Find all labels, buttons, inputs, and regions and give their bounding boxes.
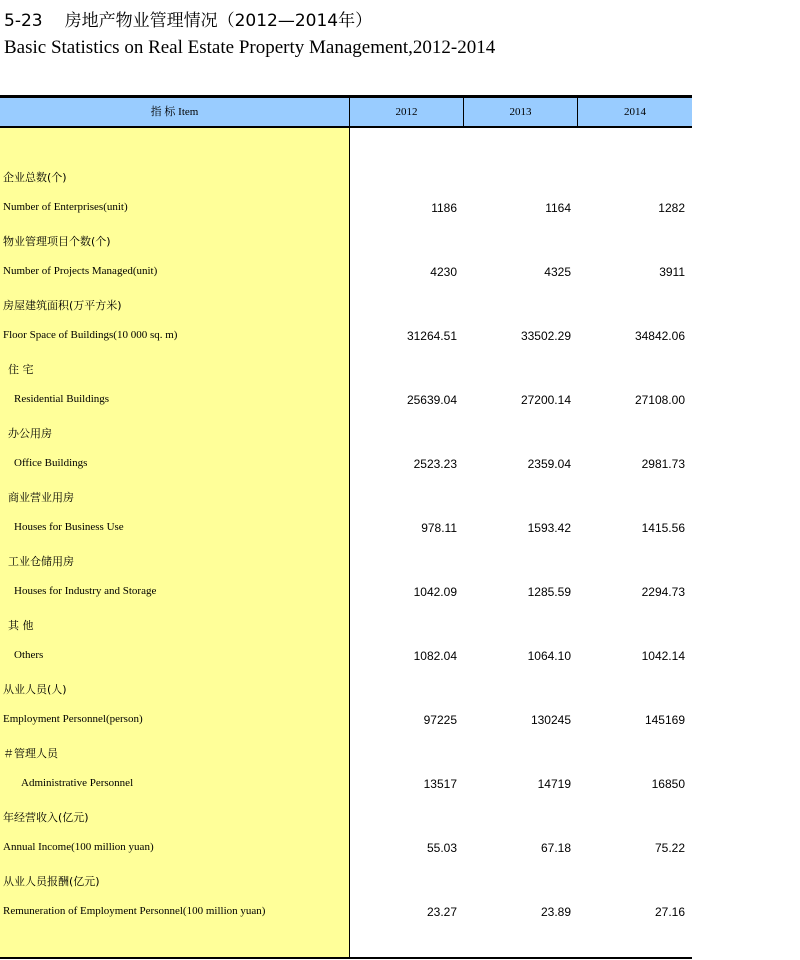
value-cell-2014: 3911 xyxy=(659,265,685,279)
row-label-cn xyxy=(0,423,692,443)
data-row xyxy=(0,775,692,795)
value-cell-2012: 978.11 xyxy=(421,521,457,535)
data-row xyxy=(0,199,692,219)
table-number: 5-23 xyxy=(4,11,43,31)
value-cell-2013: 67.18 xyxy=(540,841,571,855)
header-year-2012: 2012 xyxy=(395,106,418,118)
value-cell-2012: 55.03 xyxy=(426,841,457,855)
item-label-cn: 房屋建筑面积(万平方米) xyxy=(3,299,122,312)
value-cell-2014: 2294.73 xyxy=(641,585,685,599)
page-title-cn xyxy=(4,6,372,31)
item-label-cn: 办公用房 xyxy=(8,427,52,440)
value-cell-2013: 4325 xyxy=(544,265,571,279)
item-label-en: Annual Income(100 million yuan) xyxy=(3,841,154,853)
row-label-cn xyxy=(0,807,692,827)
row-label-cn xyxy=(0,295,692,315)
item-label-cn: 物业管理项目个数(个) xyxy=(3,235,111,248)
data-row xyxy=(0,647,692,667)
header-item: 指 标 Item xyxy=(150,106,199,118)
item-label-cn: 住 宅 xyxy=(8,363,34,376)
value-cell-2013: 33502.29 xyxy=(520,329,571,343)
value-cell-2014: 27108.00 xyxy=(634,393,685,407)
item-column-divider xyxy=(349,128,350,959)
item-column-background xyxy=(0,128,349,959)
value-cell-2012: 1042.09 xyxy=(413,585,457,599)
item-label-en: Floor Space of Buildings(10 000 sq. m) xyxy=(3,329,178,341)
item-label-en: Residential Buildings xyxy=(14,393,110,405)
value-cell-2014: 1042.14 xyxy=(641,649,685,663)
item-label-en: Number of Enterprises(unit) xyxy=(3,201,128,213)
data-row xyxy=(0,263,692,283)
row-label-cn xyxy=(0,359,692,379)
item-label-cn: 其 他 xyxy=(8,619,34,632)
item-label-cn: 从业人员(人) xyxy=(3,683,67,696)
item-label-en: Office Buildings xyxy=(14,457,88,469)
value-cell-2012: 4230 xyxy=(430,265,457,279)
value-cell-2014: 75.22 xyxy=(654,841,685,855)
row-label-cn xyxy=(0,743,692,763)
value-cell-2013: 14719 xyxy=(537,777,571,791)
value-cell-2012: 31264.51 xyxy=(406,329,457,343)
value-cell-2014: 1415.56 xyxy=(641,521,685,535)
item-label-en: Administrative Personnel xyxy=(21,777,134,789)
header-year-2013: 2013 xyxy=(509,106,532,118)
value-cell-2012: 25639.04 xyxy=(406,393,457,407)
value-cell-2012: 2523.23 xyxy=(413,457,457,471)
item-label-en: Houses for Industry and Storage xyxy=(14,585,157,597)
item-label-cn: 工业仓储用房 xyxy=(8,555,74,568)
row-label-cn xyxy=(0,551,692,571)
value-cell-2012: 1186 xyxy=(431,201,457,215)
item-label-cn: ＃管理人员 xyxy=(3,747,58,760)
data-row xyxy=(0,391,692,411)
value-cell-2013: 27200.14 xyxy=(520,393,571,407)
item-label-en: Employment Personnel(person) xyxy=(3,713,143,725)
title-cn-text: 房地产物业管理情况（2012—2014年） xyxy=(64,11,373,31)
item-label-en: Number of Projects Managed(unit) xyxy=(3,265,158,277)
item-label-cn: 年经营收入(亿元) xyxy=(3,811,89,824)
data-row xyxy=(0,519,692,539)
value-cell-2012: 13517 xyxy=(423,777,457,791)
row-label-cn xyxy=(0,487,692,507)
value-cell-2012: 23.27 xyxy=(426,905,457,919)
item-label-cn: 从业人员报酬(亿元) xyxy=(3,875,100,888)
table-bottom-rule xyxy=(0,957,692,959)
value-cell-2014: 27.16 xyxy=(654,905,685,919)
item-label-cn: 商业营业用房 xyxy=(8,491,74,504)
row-label-cn xyxy=(0,231,692,251)
value-cell-2013: 1593.42 xyxy=(527,521,571,535)
value-cell-2013: 1164 xyxy=(545,201,571,215)
value-cell-2013: 130245 xyxy=(530,713,571,727)
value-cell-2012: 1082.04 xyxy=(413,649,457,663)
data-row xyxy=(0,711,692,731)
value-cell-2014: 16850 xyxy=(651,777,685,791)
item-label-en: Houses for Business Use xyxy=(14,521,124,533)
value-cell-2014: 2981.73 xyxy=(641,457,685,471)
page-title-en: Basic Statistics on Real Estate Property Management,2012-2014 xyxy=(4,37,496,58)
data-row xyxy=(0,327,692,347)
data-row xyxy=(0,583,692,603)
value-cell-2014: 145169 xyxy=(644,713,685,727)
value-cell-2012: 97225 xyxy=(423,713,457,727)
header-year-2014: 2014 xyxy=(624,106,646,118)
row-label-cn xyxy=(0,871,692,891)
row-label-cn xyxy=(0,615,692,635)
item-label-cn: 企业总数(个) xyxy=(3,171,67,184)
value-cell-2013: 2359.04 xyxy=(527,457,571,471)
value-cell-2014: 34842.06 xyxy=(634,329,685,343)
item-label-en: Remuneration of Employment Personnel(100 million yuan) xyxy=(3,905,266,917)
data-row xyxy=(0,839,692,859)
data-row xyxy=(0,455,692,475)
value-cell-2014: 1282 xyxy=(658,201,685,215)
row-label-cn xyxy=(0,167,692,187)
value-cell-2013: 1285.59 xyxy=(527,585,571,599)
item-label-en: Others xyxy=(14,649,44,661)
statistics-table xyxy=(0,95,692,959)
value-cell-2013: 1064.10 xyxy=(527,649,571,663)
value-cell-2013: 23.89 xyxy=(540,905,571,919)
row-label-cn xyxy=(0,679,692,699)
data-row xyxy=(0,903,692,923)
table-header xyxy=(0,95,692,128)
